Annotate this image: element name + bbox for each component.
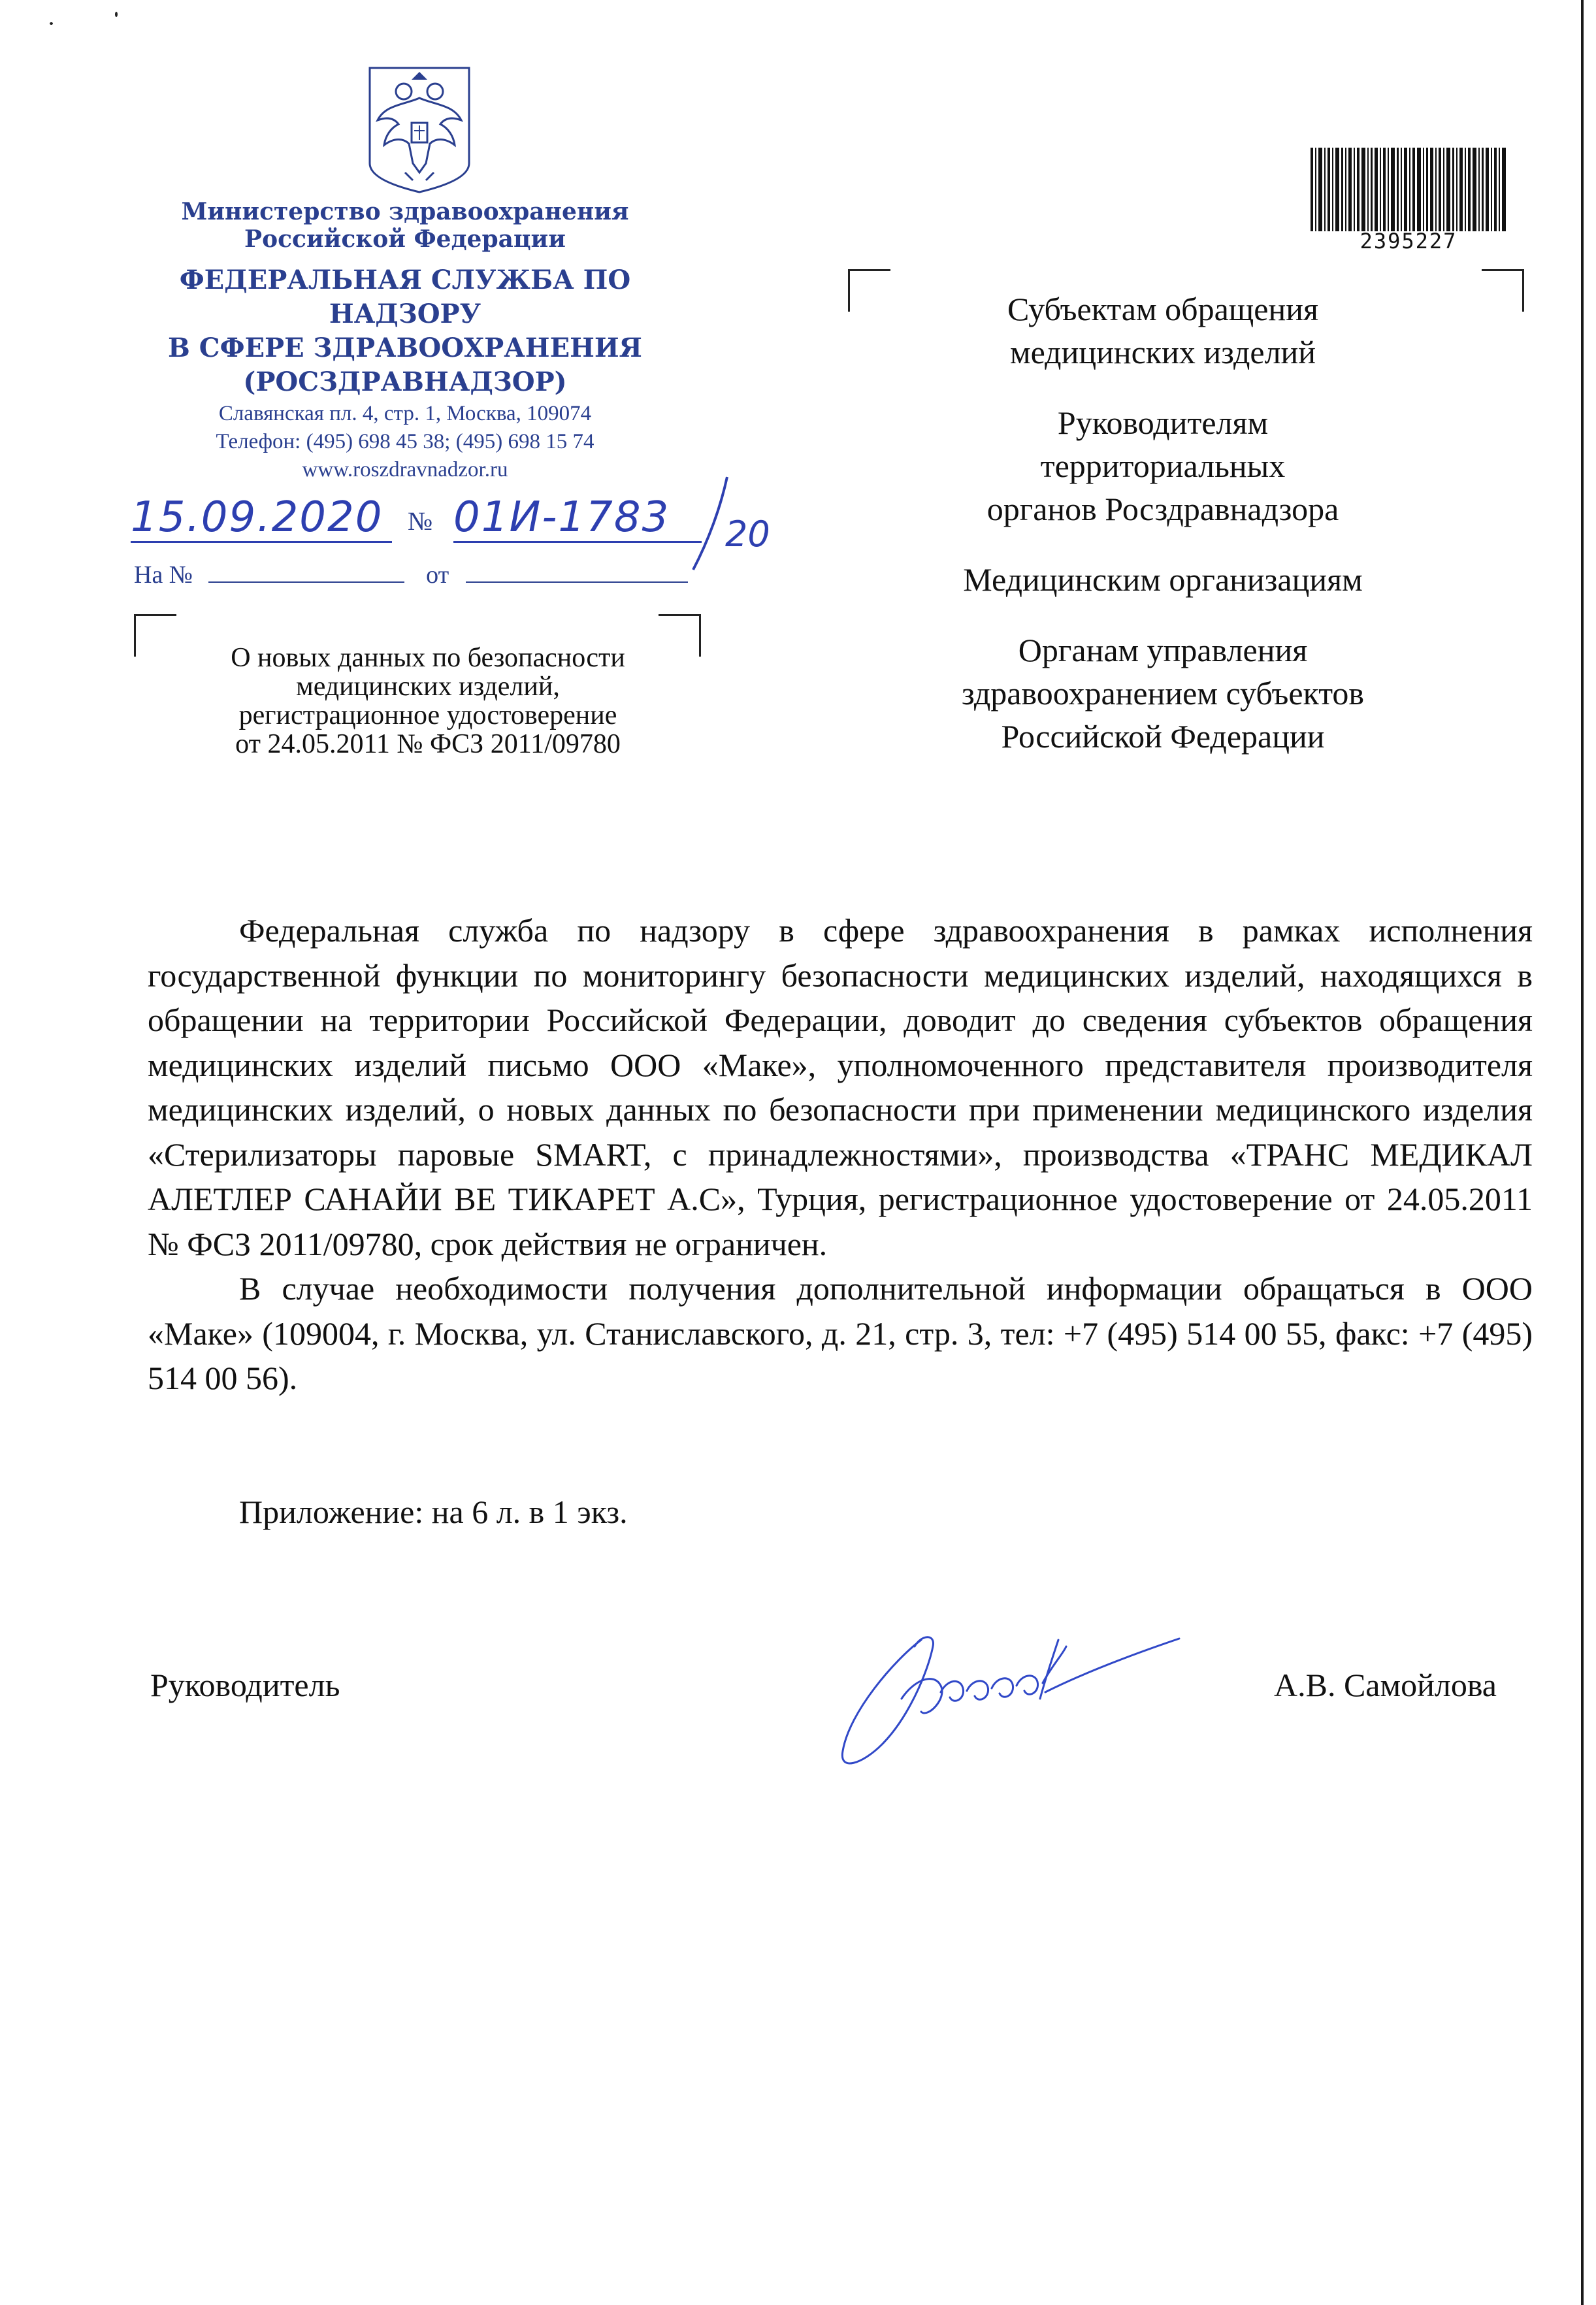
ministry-line: Российской Федерации — [244, 225, 566, 253]
coat-of-arms-emblem — [366, 65, 473, 193]
addressee-item — [902, 401, 1424, 531]
addressee-line: Медицинским организациям — [963, 561, 1363, 598]
registration-date: 15.09.2020 — [131, 494, 392, 543]
reference-number-label: На № — [134, 561, 193, 589]
subject-line: О новых данных по безопасности — [231, 643, 625, 673]
scan-speck — [115, 12, 118, 17]
letter-subject — [144, 644, 712, 759]
ministry-name — [111, 198, 699, 253]
subject-line: медицинских изделий, — [296, 672, 560, 702]
addressee-line: органов Росздравнадзора — [986, 491, 1339, 527]
agency-line: (РОСЗДРАВНАДЗОР) — [243, 367, 567, 397]
barcode-number: 2395227 — [1360, 229, 1458, 253]
agency-website: www.roszdravnadzor.ru — [302, 458, 508, 482]
reference-number-field — [208, 562, 404, 583]
signatory-name: А.В. Самойлова — [1274, 1667, 1497, 1703]
addressee-corner-right — [1482, 269, 1524, 312]
addressee-list — [902, 287, 1424, 785]
subject-line: от 24.05.2011 № ФСЗ 2011/09780 — [235, 729, 621, 759]
signatory-role: Руководитель — [150, 1667, 340, 1703]
registration-number-suffix: 20 — [725, 514, 770, 555]
addressee-corner-left — [848, 269, 890, 312]
body-paragraph: Федеральная служба по надзору в сфере здравоохранения в рамках исполнения государственной функции по мониторингу безопасности медицинских изделий, находящихся в обращении на территории Российской Федерации, доводит до сведения субъектов обращения медицинских изделий письмо ООО «Маке», уполномоченного представителя производителя медицинских изделий, о новых данных по безопасности при применении медицинского изделия «Стерилизаторы паровые SMART, с принадлежностями», производства «ТРАНС МЕДИКАЛ АЛЕТЛЕР САНАЙИ ВЕ ТИКАРЕТ А.С», Турция, регистрационное удостоверение от 24.05.2011 № ФСЗ 2011/09780, срок действия не ограничен. — [148, 912, 1533, 1262]
addressee-line: здравоохранением субъектов — [961, 675, 1365, 711]
agency-line: В СФЕРЕ ЗДРАВООХРАНЕНИЯ — [168, 333, 642, 363]
reference-row — [134, 561, 688, 589]
addressee-line: Органам управления — [1018, 632, 1308, 668]
subject-line: регистрационное удостоверение — [238, 700, 617, 730]
registration-number: 01И-1783 — [453, 494, 702, 543]
scan-edge-line — [1581, 0, 1584, 2305]
agency-contacts — [111, 400, 699, 484]
addressee-item — [902, 558, 1424, 601]
reference-from-label: от — [426, 561, 449, 589]
scan-speck — [50, 22, 53, 25]
agency-name — [111, 263, 699, 399]
reference-date-field — [466, 562, 688, 583]
addressee-item — [902, 287, 1424, 374]
ministry-line: Министерство здравоохранения — [181, 198, 629, 225]
addressee-line: Российской Федерации — [1001, 718, 1325, 755]
agency-address: Славянская пл. 4, стр. 1, Москва, 109074 — [218, 402, 592, 425]
addressee-line: медицинских изделий — [1009, 334, 1316, 370]
addressee-item — [902, 629, 1424, 758]
agency-phone: Телефон: (495) 698 45 38; (495) 698 15 74 — [216, 430, 594, 453]
body-paragraph: В случае необходимости получения дополнительной информации обращаться в ООО «Маке» (109004, г. Москва, ул. Станиславского, д. 21, стр. 3, тел: +7 (495) 514 00 55, факс: +7 (495) 514 00 56). — [148, 1270, 1533, 1396]
agency-line: ФЕДЕРАЛЬНАЯ СЛУЖБА ПО НАДЗОРУ — [179, 265, 631, 329]
letter-body — [148, 908, 1533, 1401]
barcode — [1311, 148, 1506, 231]
addressee-line: Руководителям — [1057, 404, 1269, 441]
addressee-line: территориальных — [1040, 448, 1286, 484]
number-sign: № — [408, 506, 433, 536]
handwritten-signature — [823, 1601, 1215, 1777]
attachment-note: Приложение: на 6 л. в 1 экз. — [239, 1494, 628, 1530]
addressee-line: Субъектам обращения — [1007, 291, 1318, 327]
